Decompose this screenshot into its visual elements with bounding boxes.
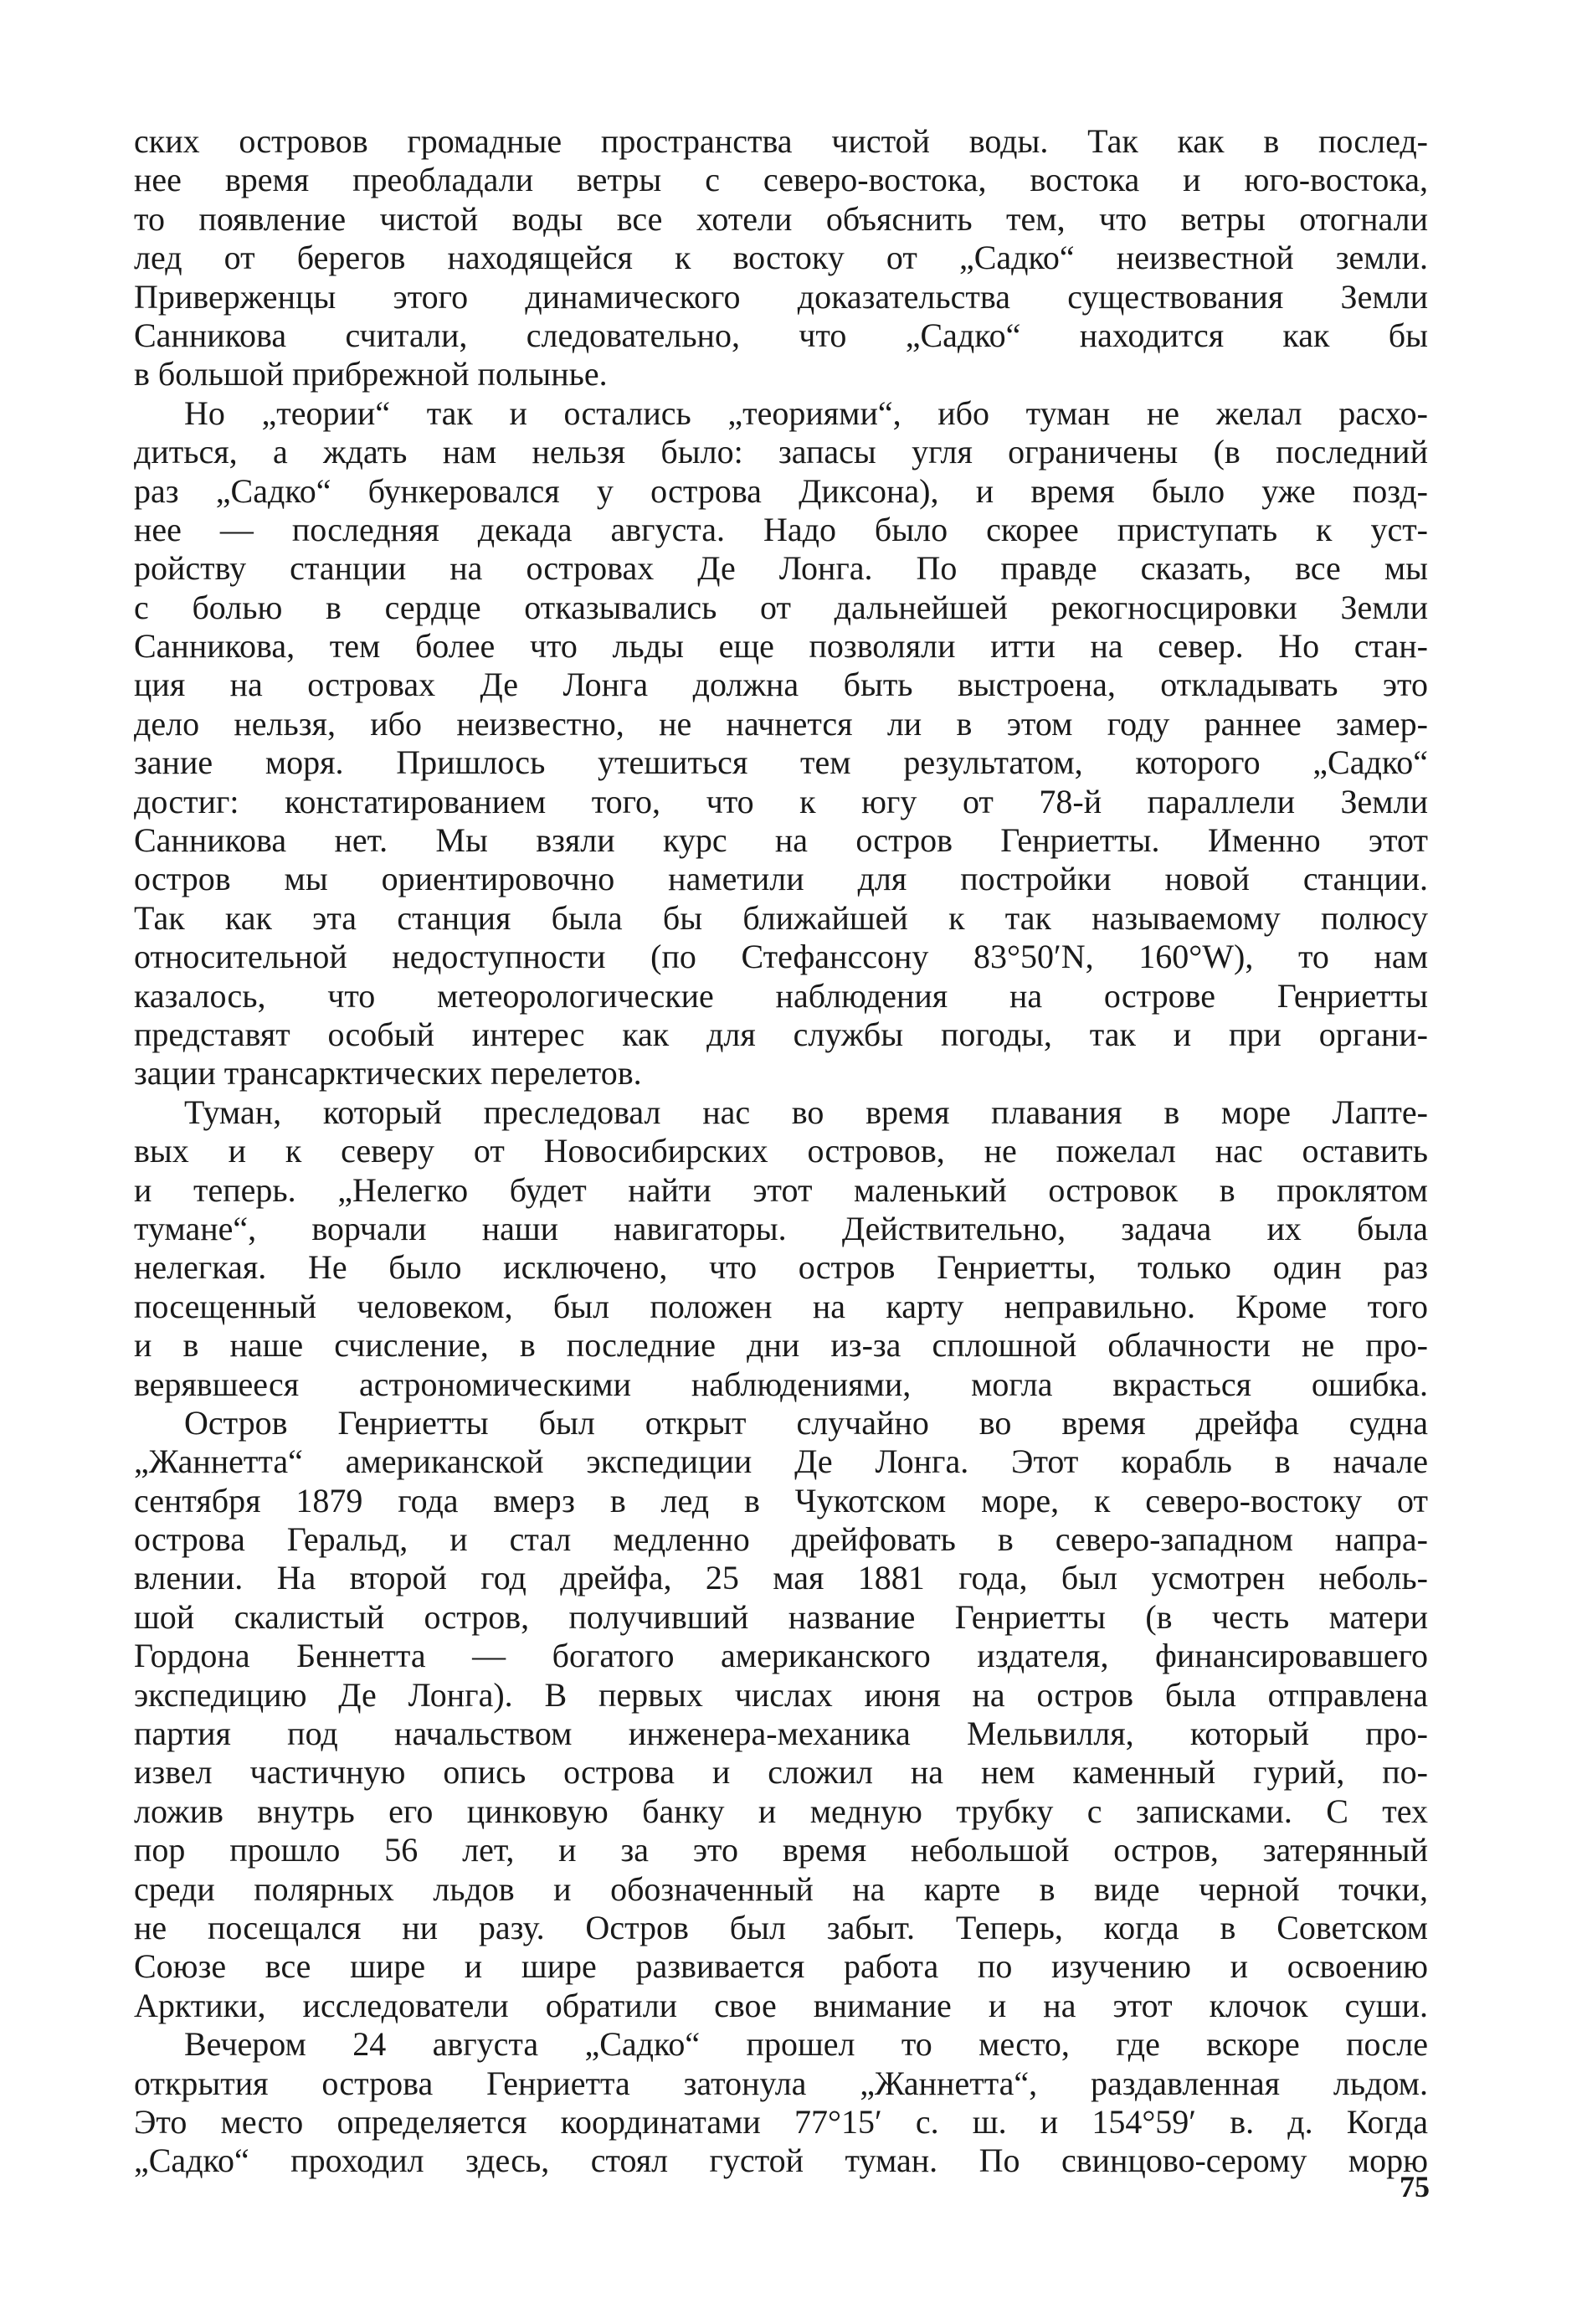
- text-line: то появление чистой воды все хотели объяснить тем, что ветры отогнали: [134, 199, 1428, 238]
- text-line: вых и к северу от Новосибирских островов, не пожелал нас оставить: [134, 1132, 1428, 1170]
- text-line: диться, а ждать нам нельзя было: запасы угля ограничены (в последний: [134, 433, 1428, 471]
- text-line: нее время преобладали ветры с северо-востока, востока и юго-востока,: [134, 161, 1428, 199]
- text-line: тумане“, ворчали наши навигаторы. Действительно, задача их была: [134, 1209, 1428, 1247]
- text-line: сентября 1879 года вмерз в лед в Чукотском море, к северо-востоку от: [134, 1481, 1428, 1519]
- text-line: Но „теории“ так и остались „теориями“, ибо туман не желал расхо-: [184, 393, 1428, 432]
- paragraph: [134, 1093, 1428, 1404]
- text-line: нее — последняя декада августа. Надо было скорее приступать к уст-: [134, 510, 1428, 548]
- text-line: верявшееся астрономическими наблюдениями, могла вкрасться ошибка.: [134, 1365, 1428, 1403]
- text-line: относительной недоступности (по Стефанссону 83°50′N, 160°W), то нам: [134, 938, 1428, 976]
- text-line: Санникова считали, следовательно, что „Садко“ находится как бы: [134, 316, 1428, 354]
- text-line: „Садко“ проходил здесь, стоял густой туман. По свинцово-серому морю: [134, 2141, 1428, 2180]
- text-line: с болью в сердце отказывались от дальнейшей рекогносцировки Земли: [134, 588, 1428, 626]
- text-line: зации трансарктических перелетов.: [134, 1054, 642, 1093]
- text-line: Гордона Беннетта — богатого американского издателя, финансировавшего: [134, 1637, 1428, 1675]
- text-line: Это место определяется координатами 77°15′ с. ш. и 154°59′ в. д. Когда: [134, 2102, 1428, 2141]
- text-line: „Жаннетта“ американской экспедиции Де Лонга. Этот корабль в начале: [134, 1442, 1428, 1481]
- text-line: ложив внутрь его цинковую банку и медную трубку с записками. С тех: [134, 1792, 1428, 1830]
- text-line: Так как эта станция была бы ближайшей к так называемому полюсу: [134, 898, 1428, 937]
- text-line: представят особый интерес как для службы погоды, так и при органи-: [134, 1015, 1428, 1053]
- text-line: Остров Генриетты был открыт случайно во время дрейфа судна: [184, 1403, 1428, 1442]
- text-line: зание моря. Пришлось утешиться тем результатом, которого „Садко“: [134, 743, 1428, 782]
- text-line: Вечером 24 августа „Садко“ прошел то место, где вскоре после: [184, 2025, 1428, 2064]
- text-line: экспедицию Де Лонга). В первых числах июня на остров была отправлена: [134, 1675, 1428, 1714]
- text-line: Санникова, тем более что льды еще позволяли итти на север. Но стан-: [134, 627, 1428, 666]
- text-line: раз „Садко“ бункеровался у острова Диксона), и время было уже позд-: [134, 471, 1428, 510]
- paragraph: [134, 394, 1428, 1093]
- text-line: Приверженцы этого динамического доказательства существования Земли: [134, 277, 1428, 316]
- text-line: в большой прибрежной полынье.: [134, 355, 608, 393]
- paragraph: [134, 1404, 1428, 2025]
- text-line: ция на островах Де Лонга должна быть выстроена, откладывать это: [134, 666, 1428, 704]
- text-line: влении. На второй год дрейфа, 25 мая 1881 года, был усмотрен неболь-: [134, 1559, 1428, 1597]
- text-line: лед от берегов находящейся к востоку от „Садко“ неизвестной земли.: [134, 239, 1428, 277]
- text-line: достиг: констатированием того, что к югу от 78-й параллели Земли: [134, 782, 1428, 820]
- text-line: партия под начальством инженера-механика Мельвилля, который про-: [134, 1715, 1428, 1753]
- text-line: и теперь. „Нелегко будет найти этот маленький островок в проклятом: [134, 1170, 1428, 1209]
- text-line: Арктики, исследователи обратили свое внимание и на этот клочок суши.: [134, 1986, 1428, 2024]
- text-line: Туман, который преследовал нас во время плавания в море Лапте-: [184, 1093, 1428, 1131]
- text-line: Санникова нет. Мы взяли курс на остров Генриетты. Именно этот: [134, 821, 1428, 860]
- text-line: шой скалистый остров, получивший название Генриетты (в честь матери: [134, 1597, 1428, 1636]
- page-body-text: [134, 122, 1428, 2181]
- paragraph: [134, 2025, 1428, 2181]
- text-line: нелегкая. Не было исключено, что остров Генриетты, только один раз: [134, 1248, 1428, 1287]
- page-number: 75: [1400, 2170, 1430, 2203]
- text-line: пор прошло 56 лет, и за это время небольшой остров, затерянный: [134, 1831, 1428, 1869]
- text-line: казалось, что метеорологические наблюдения на острове Генриетты: [134, 976, 1428, 1015]
- text-line: Союзе все шире и шире развивается работа по изучению и освоению: [134, 1947, 1428, 1986]
- text-line: и в наше счисление, в последние дни из-за сплошной облачности не про-: [134, 1326, 1428, 1365]
- text-line: извел частичную опись острова и сложил на нем каменный гурий, по-: [134, 1753, 1428, 1792]
- text-line: открытия острова Генриетта затонула „Жаннетта“, раздавленная льдом.: [134, 2064, 1428, 2102]
- text-line: ских островов громадные пространства чистой воды. Так как в послед-: [134, 122, 1428, 160]
- text-line: среди полярных льдов и обозначенный на карте в виде черной точки,: [134, 1869, 1428, 1908]
- text-line: дело нельзя, ибо неизвестно, не начнется ли в этом году раннее замер-: [134, 704, 1428, 743]
- text-line: ройству станции на островах Де Лонга. По правде сказать, все мы: [134, 549, 1428, 588]
- text-line: не посещался ни разу. Остров был забыт. Теперь, когда в Советском: [134, 1908, 1428, 1946]
- text-line: остров мы ориентировочно наметили для постройки новой станции.: [134, 860, 1428, 898]
- paragraph: [134, 122, 1428, 394]
- text-line: острова Геральд, и стал медленно дрейфовать в северо-западном напра-: [134, 1520, 1428, 1559]
- text-line: посещенный человеком, был положен на карту неправильно. Кроме того: [134, 1287, 1428, 1325]
